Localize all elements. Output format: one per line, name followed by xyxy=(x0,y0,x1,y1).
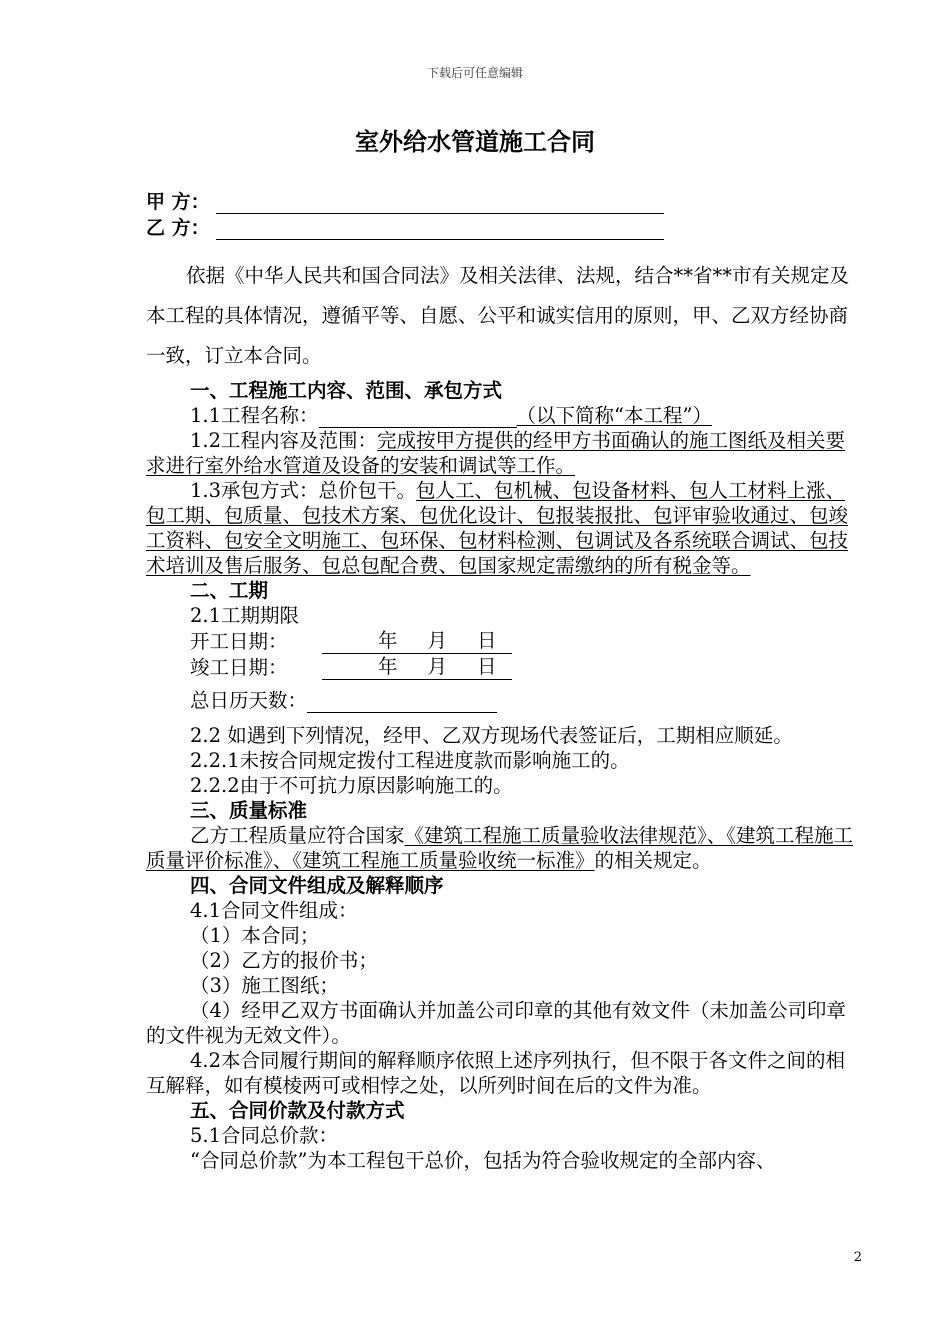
list-item: （3）施工图纸； xyxy=(190,974,339,997)
section-4-heading: 四、合同文件组成及解释顺序 xyxy=(190,874,444,897)
contract-body xyxy=(146,256,862,1173)
intro-paragraph: 依据《中华人民共和国合同法》及相关法律、法规，结合**省**市有关规定及本工程的具体情况，遵循平等、自愿、公平和诚实信用的原则，甲、乙双方经协商一致，订立本合同。 xyxy=(146,264,850,367)
quality-standard-text xyxy=(146,823,862,873)
item-5-1-text: “合同总价款”为本工程包干总价，包括为符合验收规定的全部内容、 xyxy=(190,1149,776,1172)
start-month: 月 xyxy=(427,629,448,652)
item-1-3-label: 1.3承包方式：总价包干。 xyxy=(190,479,417,502)
item-1-2 xyxy=(146,428,862,478)
document-title: 室外给水管道施工合同 xyxy=(355,127,595,156)
start-date-row xyxy=(146,628,862,654)
item-1-2-label: 1.2工程内容及范围： xyxy=(190,429,378,452)
party-a-blank xyxy=(216,195,664,214)
total-days-row xyxy=(146,688,862,713)
party-a-label: 甲 方： xyxy=(146,191,210,213)
section-5-heading: 五、合同价款及付款方式 xyxy=(190,1099,405,1122)
item-1-2-text: 完成按甲方提供的经甲方书面确认的施工图纸及相关要求进行室外给水管道及设备的安装和调试等工作。 xyxy=(146,429,846,477)
item-4-2: 4.2本合同履行期间的解释顺序依照上述序列执行，但不限于各文件之间的相互解释，如有模棱两可或相悖之处，以所列时间在后的文件为准。 xyxy=(146,1049,846,1097)
list-item: （2）乙方的报价书； xyxy=(190,949,378,972)
item-1-1-label: 1.1工程名称： xyxy=(190,404,319,427)
quality-text-post: 的相关规定。 xyxy=(594,849,712,872)
total-days-blank xyxy=(307,692,497,713)
list-item: （1）本合同； xyxy=(190,924,320,947)
section-2-heading: 二、工期 xyxy=(190,579,269,602)
item-1-3-text: 包人工、包机械、包设备材料、包人工材料上涨、包工期、包质量、包技术方案、包优化设计、包报装报批、包评审验收通过、包竣工资料、包安全文明施工、包环保、包材料检测、包调试及各系统联合调试、包技术培训及售后服务、包总包配合费、包国家规定需缴纳的所有税金等。 xyxy=(146,479,849,577)
page-number: 2 xyxy=(853,1250,862,1265)
start-date-blank xyxy=(322,628,512,654)
item-1-1-suffix: （以下简称“本工程”） xyxy=(516,404,712,427)
end-day: 日 xyxy=(477,655,497,678)
party-b-label: 乙 方： xyxy=(146,217,210,239)
party-b-row xyxy=(146,213,664,240)
end-year: 年 xyxy=(378,655,398,678)
item-2-2: 2.2 如遇到下列情况，经甲、乙双方现场代表签证后，工期相应顺延。 xyxy=(190,724,793,747)
end-date-label: 竣工日期： xyxy=(190,656,288,679)
end-month: 月 xyxy=(427,655,448,678)
total-days-label: 总日历天数： xyxy=(190,689,308,712)
item-5-1: 5.1合同总价款： xyxy=(190,1124,339,1147)
quality-text-pre: 乙方工程质量应符合国家 xyxy=(190,824,405,847)
party-b-blank xyxy=(216,221,664,240)
end-date-row xyxy=(146,654,862,680)
start-year: 年 xyxy=(378,629,398,652)
project-name-blank xyxy=(319,407,517,428)
item-1-3 xyxy=(146,478,862,578)
item-2-2-1: 2.2.1未按合同规定拨付工程进度款而影响施工的。 xyxy=(190,749,630,772)
item-2-1: 2.1工期期限 xyxy=(190,604,300,627)
start-day: 日 xyxy=(477,629,497,652)
party-a-row xyxy=(146,187,664,214)
header-note: 下载后可任意编辑 xyxy=(426,66,523,80)
item-2-2-2: 2.2.2由于不可抗力原因影响施工的。 xyxy=(190,774,513,797)
item-1-1 xyxy=(146,403,862,428)
section-1-heading: 一、工程施工内容、范围、承包方式 xyxy=(190,379,503,402)
list-item: （4）经甲乙双方书面确认并加盖公司印章的其他有效文件（未加盖公司印章的文件视为无效文件）。 xyxy=(146,999,846,1047)
item-4-1: 4.1合同文件组成： xyxy=(190,899,358,922)
start-date-label: 开工日期： xyxy=(190,630,288,653)
end-date-blank xyxy=(322,654,512,680)
section-3-heading: 三、质量标准 xyxy=(190,799,308,822)
quality-standards-list: 《建筑工程施工质量验收法律规范》、《建筑工程施工质量评价标准》、《建筑工程施工质量验收统一标准》 xyxy=(146,824,854,872)
